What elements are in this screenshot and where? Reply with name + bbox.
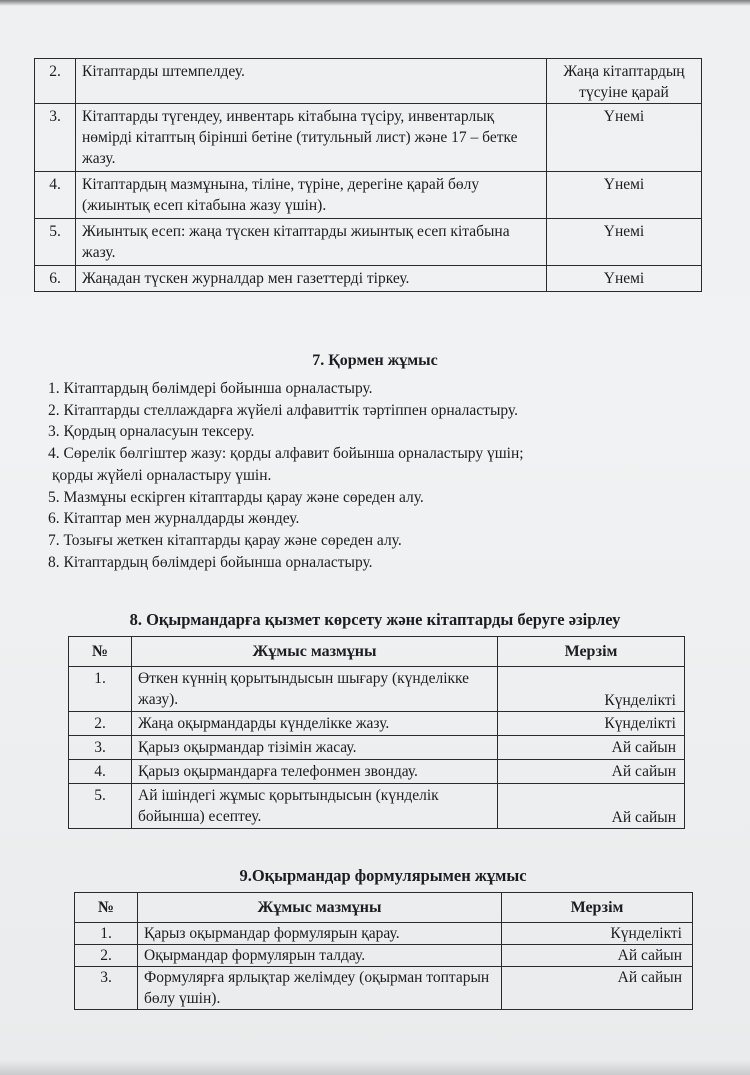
list-item: 7. Тозығы жеткен кітаптарды қарау және сөреден алу. — [48, 531, 402, 549]
row-number: 3. — [69, 736, 132, 760]
row-content: Жиынтық есеп: жаңа түскен кітаптарды жиынтық есеп кітабына жазу. — [76, 219, 547, 266]
row-number: 6. — [35, 266, 76, 292]
header-period: Мерзім — [502, 893, 693, 923]
row-number: 4. — [69, 760, 132, 784]
table-row — [35, 104, 702, 172]
table-row — [69, 760, 685, 784]
row-period: Ай сайын — [502, 945, 693, 967]
row-period: Күнделікті — [502, 923, 693, 945]
page-bottom-shade — [0, 1060, 750, 1075]
row-content: Жаңа оқырмандарды күнделікке жазу. — [132, 712, 498, 736]
row-period: Үнемі — [547, 219, 702, 266]
section-7-list — [48, 378, 524, 573]
list-item: 6. Кітаптар мен журналдарды жөндеу. — [48, 510, 300, 528]
header-content: Жұмыс мазмұны — [138, 893, 502, 923]
row-content: Қарыз оқырмандар тізімін жасау. — [132, 736, 498, 760]
reader-service-table — [68, 636, 685, 829]
table-row — [35, 59, 702, 104]
row-number: 5. — [69, 784, 132, 829]
row-content: Кітаптарды штемпелдеу. — [76, 59, 547, 104]
list-item: 3. Қордың орналасуын тексеру. — [48, 423, 255, 441]
section-9-title: 9.Оқырмандар формулярымен жұмыс — [239, 866, 527, 885]
page-top-shadow — [0, 0, 750, 6]
row-period: Ай сайын — [498, 760, 685, 784]
row-period: Күнделікті — [498, 667, 685, 712]
row-period: Үнемі — [547, 104, 702, 172]
header-period: Мерзім — [498, 637, 685, 667]
header-number: № — [75, 893, 138, 923]
row-content: Оқырмандар формулярын талдау. — [138, 945, 502, 967]
list-item: 4. Сөрелік бөлгіштер жазу: қорды алфавит бойынша орналастыру үшін; — [48, 445, 524, 463]
section-8-title: 8. Оқырмандарға қызмет көрсету және кітаптарды беруге әзірлеу — [129, 610, 621, 629]
table-row — [75, 967, 693, 1010]
table-row — [35, 266, 702, 292]
row-period: Ай сайын — [502, 967, 693, 1010]
row-period: Жаңа кітаптардың түсуіне қарай — [547, 59, 702, 104]
row-content: Қарыз оқырмандар формулярын қарау. — [138, 923, 502, 945]
table-row — [69, 712, 685, 736]
row-number: 2. — [69, 712, 132, 736]
row-content: Жаңадан түскен журналдар мен газеттерді тіркеу. — [76, 266, 547, 292]
row-period: Күнделікті — [498, 712, 685, 736]
row-content: Формулярға ярлықтар желімдеу (оқырман топтарын бөлу үшін). — [138, 967, 502, 1010]
table-row — [75, 923, 693, 945]
row-number: 4. — [35, 172, 76, 219]
row-number: 2. — [75, 945, 138, 967]
row-content: Кітаптарды түгендеу, инвентарь кітабына түсіру, инвентарлық нөмірді кітаптың бірінші бетіне (титульный лист) және 17 – бетке жазу. — [76, 104, 547, 172]
row-number: 1. — [75, 923, 138, 945]
table-header-row — [75, 893, 693, 923]
row-content: Кітаптардың мазмұнына, тіліне, түріне, дерегіне қарай бөлу (жиынтық есеп кітабына жазу үшін). — [76, 172, 547, 219]
row-number: 3. — [75, 967, 138, 1010]
table-row — [69, 667, 685, 712]
table-header-row — [69, 637, 685, 667]
list-item: 5. Мазмұны ескірген кітаптарды қарау және сөреден алу. — [48, 488, 424, 506]
row-period: Үнемі — [547, 266, 702, 292]
table-row — [35, 219, 702, 266]
row-number: 2. — [35, 59, 76, 104]
row-period: Ай сайын — [498, 736, 685, 760]
row-content: Ай ішіндегі жұмыс қорытындысын (күнделік бойынша) есептеу. — [132, 784, 498, 829]
row-content: Өткен күннің қорытындысын шығару (күнделікке жазу). — [132, 667, 498, 712]
list-item: қорды жүйелі орналастыру үшін. — [52, 466, 272, 484]
header-number: № — [69, 637, 132, 667]
row-period: Ай сайын — [498, 784, 685, 829]
row-content: Қарыз оқырмандарға телефонмен звондау. — [132, 760, 498, 784]
row-period: Үнемі — [547, 172, 702, 219]
list-item: 2. Кітаптарды стеллаждарға жүйелі алфавиттік тәртіппен орналастыру. — [48, 401, 518, 419]
work-table-continuation — [34, 58, 702, 292]
table-row — [35, 172, 702, 219]
row-number: 5. — [35, 219, 76, 266]
row-number: 3. — [35, 104, 76, 172]
table-row — [69, 784, 685, 829]
section-7-title: 7. Қормен жұмыс — [312, 352, 438, 369]
reader-forms-table — [74, 892, 693, 1010]
row-number: 1. — [69, 667, 132, 712]
table-row — [75, 945, 693, 967]
header-content: Жұмыс мазмұны — [132, 637, 498, 667]
table-row — [69, 736, 685, 760]
list-item: 1. Кітаптардың бөлімдері бойынша орналастыру. — [48, 380, 373, 397]
list-item: 8. Кітаптардың бөлімдері бойынша орналастыру. — [48, 553, 373, 571]
